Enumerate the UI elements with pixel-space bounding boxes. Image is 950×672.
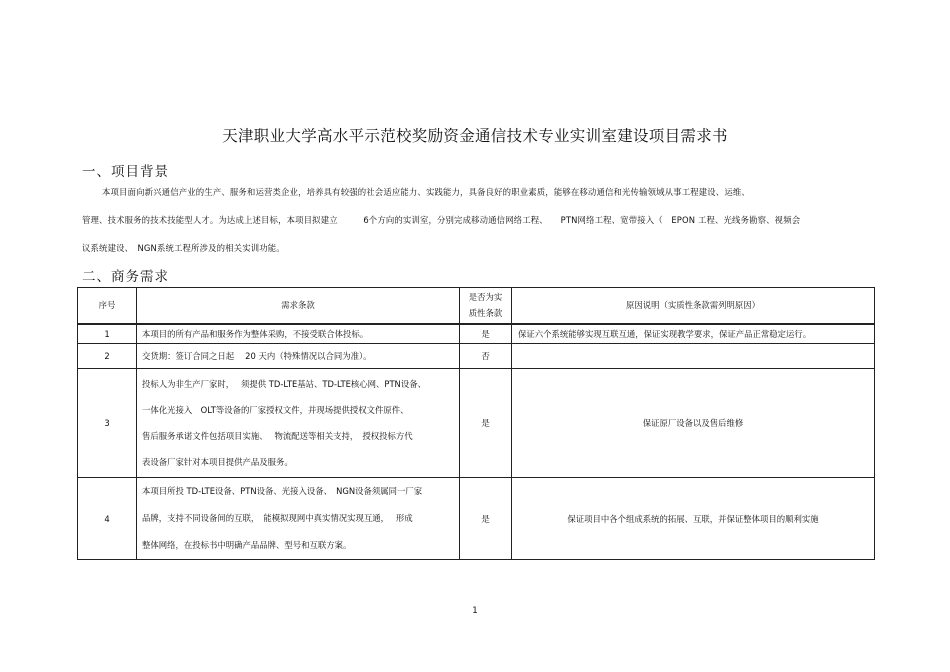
- header-item: 需求条款: [137, 288, 460, 324]
- section-heading-business: 二、商务需求: [82, 269, 169, 285]
- header-reason: 原因说明（实质性条款需列明原因）: [512, 288, 875, 324]
- document-title: 天津职业大学高水平示范校奖励资金通信技术专业实训室建设项目需求书: [222, 127, 728, 145]
- table-row: [78, 324, 875, 344]
- row-substantive: 是: [460, 478, 512, 560]
- row-item-line: 整体网络，在投标书中明确产品品牌、型号和互联方案。: [142, 540, 352, 550]
- header-substantive: [460, 288, 512, 324]
- header-no: 序号: [78, 288, 137, 324]
- row-item-line: 本项目所投 TD-LTE设备、PTN设备、光接入设备、 NGN设备须属同一厂家: [142, 486, 423, 496]
- header-substantive-line-2: 质性条款: [468, 308, 503, 319]
- row-reason: 保证六个系统能够实现互联互通，保证实现教学要求，保证产品正常稳定运行。: [512, 324, 875, 344]
- table-row: [78, 369, 875, 478]
- row-item-line: 一体化光接入 OLT等设备的厂家授权文件，并现场提供授权文件原件、: [142, 405, 409, 415]
- row-item-line: 售后服务承诺文件包括项目实施、 物流配送等相关支持， 授权投标方代: [142, 431, 413, 441]
- row-reason: 保证项目中各个组成系统的拓展、互联，并保证整体项目的顺利实施: [512, 478, 875, 560]
- table-header-row: [78, 288, 875, 324]
- paragraph-line-1: 本项目面向新兴通信产业的生产、服务和运营类企业，培养具有较强的社会适应能力、实践能力，具备良好的职业素质，能够在移动通信和光传输领域从事工程建设、运维、: [102, 187, 750, 197]
- row-item-line: 投标人为非生产厂家时， 须提供 TD-LTE基站、TD-LTE核心网、PTN设备、: [142, 379, 426, 389]
- row-item: 本项目的所有产品和服务作为整体采购，不接受联合体投标。: [137, 324, 460, 344]
- paragraph-line-3: 议系统建设、 NGN系统工程所涉及的相关实训功能。: [82, 243, 285, 253]
- requirements-table: [77, 287, 875, 560]
- header-substantive-line-1: 是否为实: [468, 292, 503, 303]
- row-substantive: 是: [460, 324, 512, 344]
- row-item: [137, 478, 460, 560]
- row-reason: [512, 344, 875, 369]
- row-no: 1: [78, 324, 137, 344]
- page-number: 1: [472, 606, 478, 616]
- section-heading-background: 一、项目背景: [82, 164, 169, 180]
- row-no: 2: [78, 344, 137, 369]
- row-substantive: 是: [460, 369, 512, 478]
- row-substantive: 否: [460, 344, 512, 369]
- row-item-line: 品牌，支持不同设备间的互联， 能模拟现网中真实情况实现互通， 形成: [142, 513, 413, 523]
- row-no: 4: [78, 478, 137, 560]
- table-row: [78, 344, 875, 369]
- row-item: [137, 369, 460, 478]
- row-item: 交货期：签订合同之日起 20 天内（特殊情况以合同为准）。: [137, 344, 460, 369]
- paragraph-line-2: 管理、技术服务的技术技能型人才。为达成上述目标，本项目拟建立 6个方向的实训室，分别完成移动通信网络工程、 PTN网络工程、宽带接入（ EPON 工程、光线务勘察、视频会: [82, 215, 801, 225]
- table-row: [78, 478, 875, 560]
- row-reason: 保证原厂设备以及售后维修: [512, 369, 875, 478]
- row-no: 3: [78, 369, 137, 478]
- row-item-line: 表设备厂家针对本项目提供产品及服务。: [142, 457, 293, 467]
